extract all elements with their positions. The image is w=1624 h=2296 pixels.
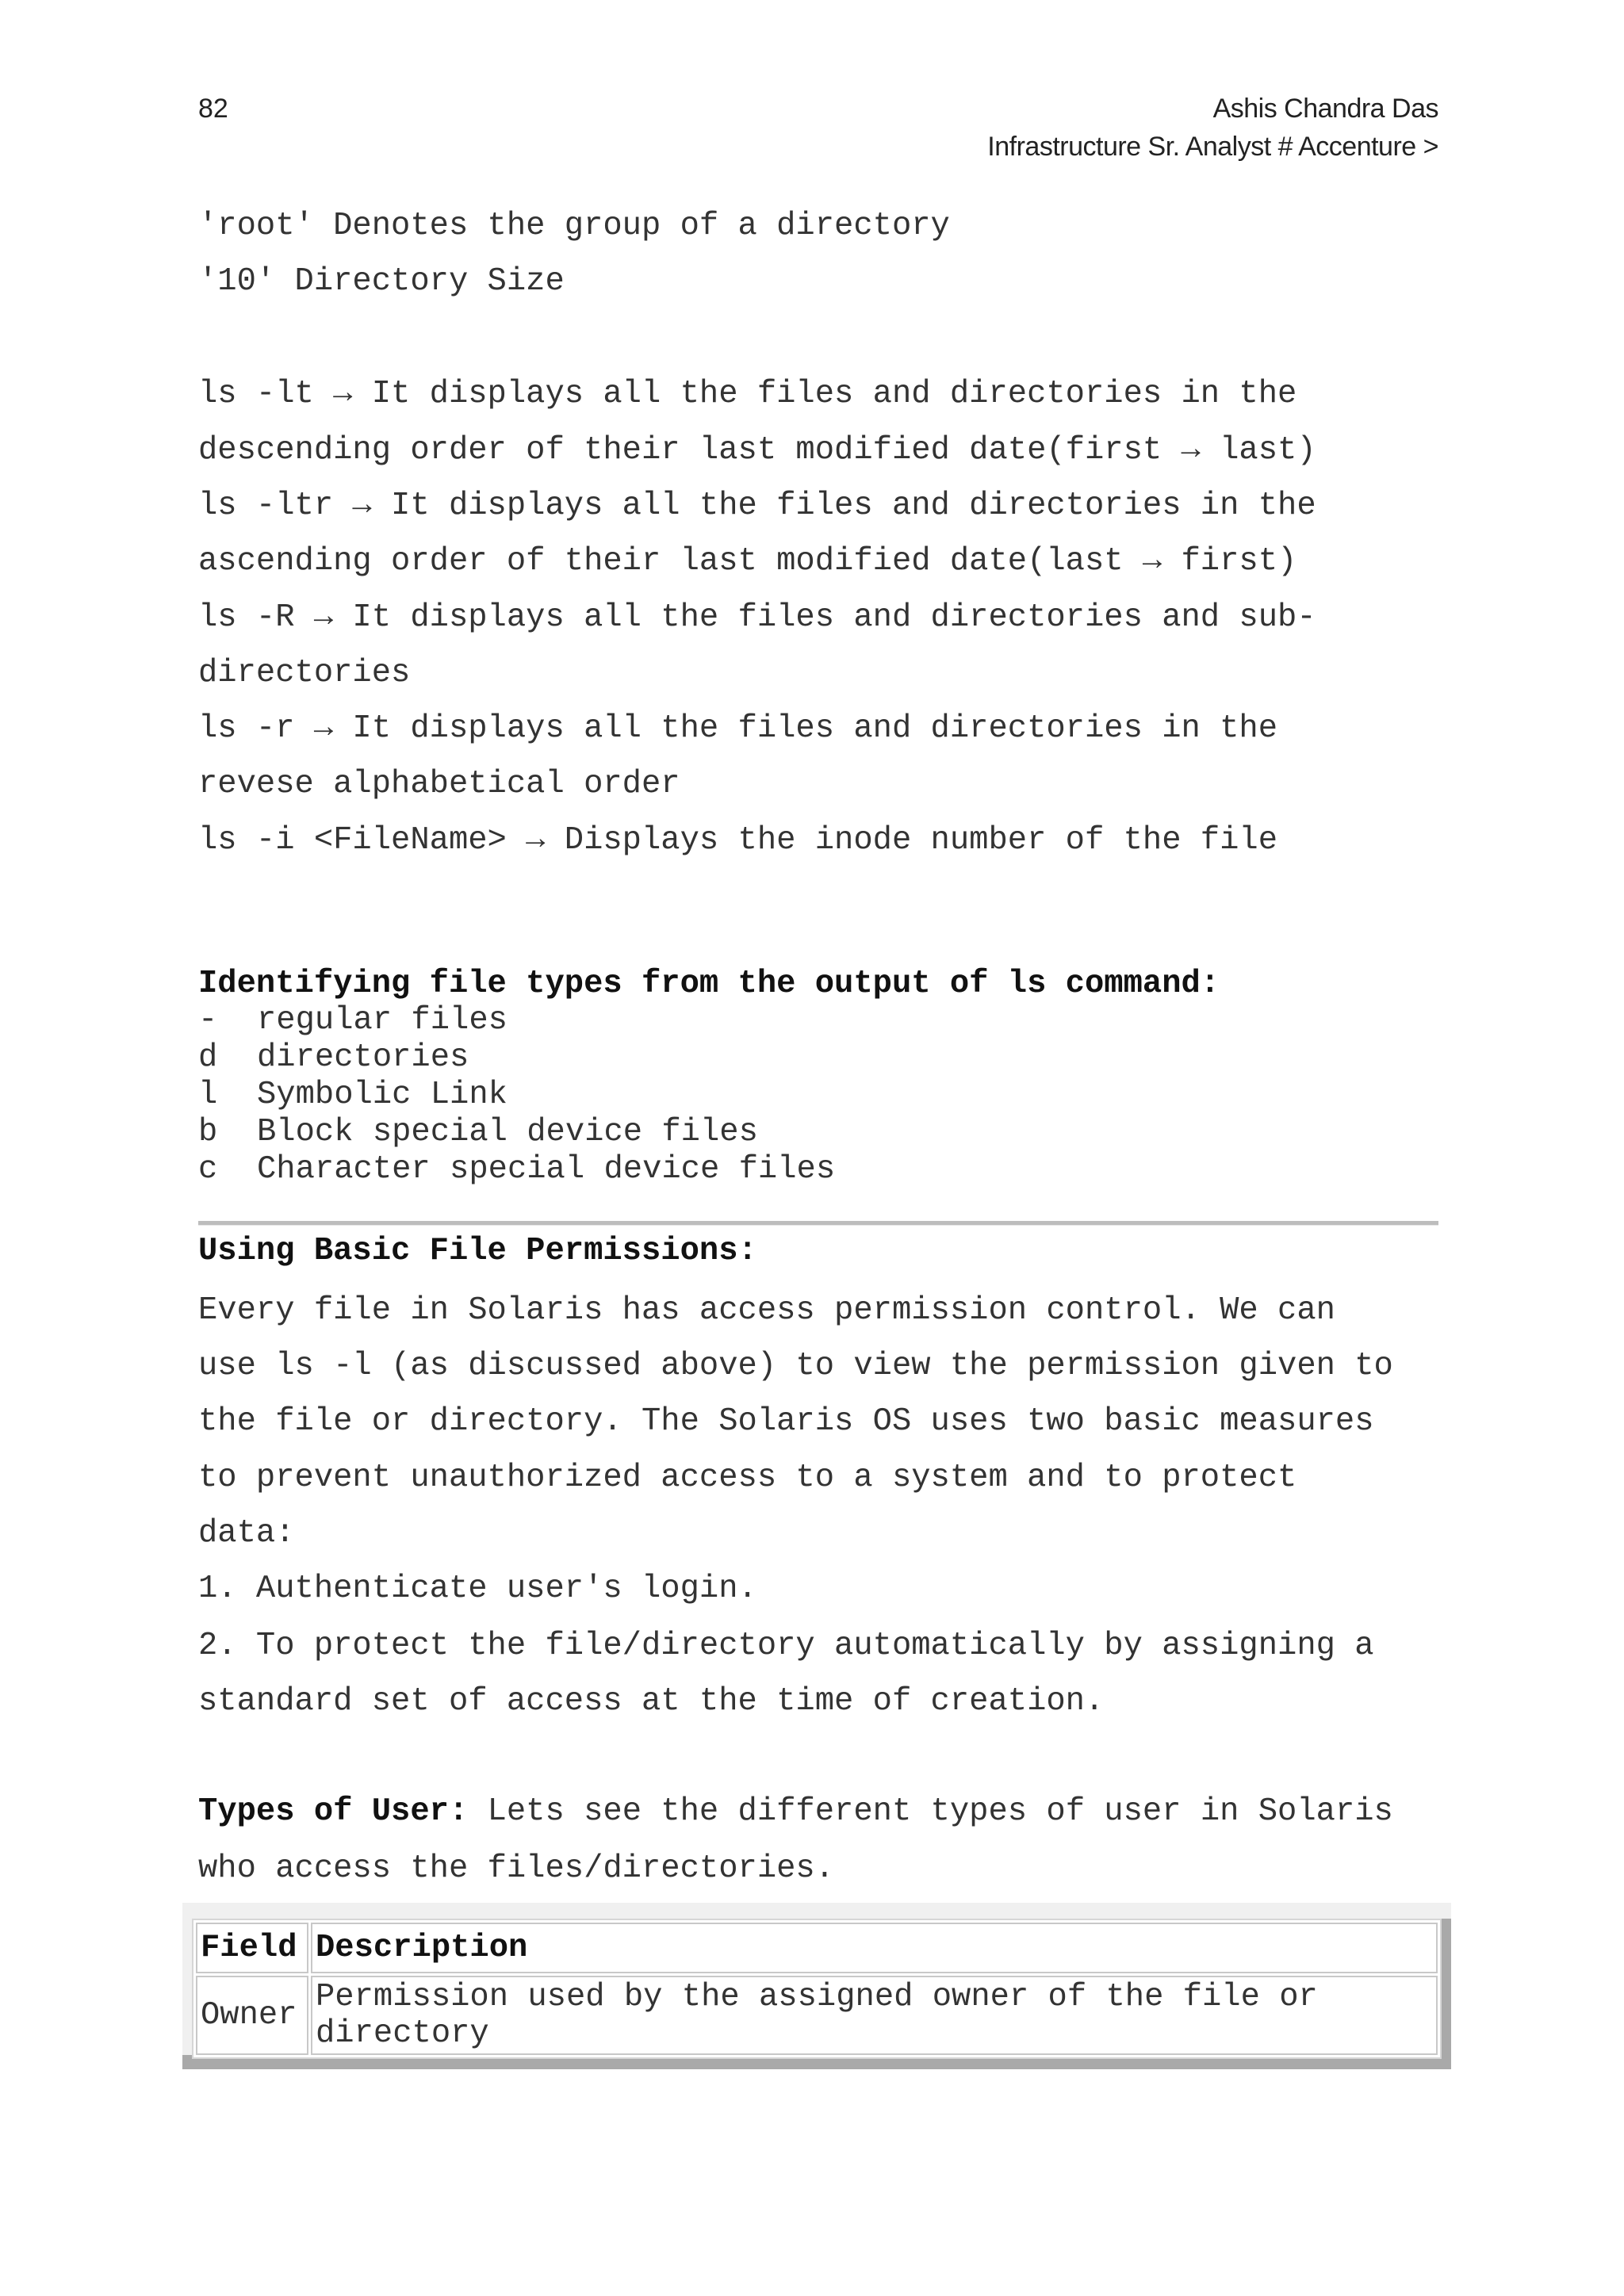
permissions-line: to prevent unauthorized access to a system and to protect (198, 1460, 1297, 1496)
ls-line: ls -i <FileName> → Displays the inode number of the file (198, 822, 1278, 859)
table-shadow-right (1442, 1919, 1451, 2069)
description-line: Permission used by the assigned owner of the file or (316, 1979, 1318, 2015)
table-header-row (196, 1923, 1438, 1973)
file-types-heading: Identifying file types from the output of ls command: (198, 966, 1220, 1002)
table-cell-description (311, 1976, 1438, 2055)
permissions-table (182, 1903, 1451, 2069)
user-types-label: Types of User: (198, 1793, 469, 1830)
file-type-item (198, 1114, 758, 1150)
file-type-code: c (198, 1151, 218, 1188)
user-types-text: Lets see the different types of user in Solaris (468, 1793, 1393, 1830)
file-type-item (198, 1002, 508, 1039)
permissions-line: 2. To protect the file/directory automatically by assigning a (198, 1628, 1374, 1664)
permissions-line: Every file in Solaris has access permission control. We can (198, 1292, 1335, 1329)
ls-line: ascending order of their last modified date(last → first) (198, 543, 1297, 580)
file-type-label: regular files (257, 1002, 508, 1039)
file-type-code: - (198, 1002, 218, 1039)
ls-line: ls -r → It displays all the files and directories in the (198, 710, 1278, 747)
permissions-line: data: (198, 1515, 295, 1552)
ls-line: revese alphabetical order (198, 766, 680, 802)
file-type-code: l (198, 1077, 218, 1113)
permissions-heading: Using Basic File Permissions: (198, 1233, 757, 1269)
file-type-label: Character special device files (257, 1151, 836, 1188)
ls-line: directories (198, 655, 411, 691)
file-type-item (198, 1039, 469, 1076)
file-type-item (198, 1077, 508, 1113)
section-divider (198, 1221, 1438, 1226)
file-type-label: Symbolic Link (257, 1077, 508, 1113)
table-row (196, 1976, 1438, 2055)
permissions-line: standard set of access at the time of creation. (198, 1683, 1105, 1720)
user-types-line-2: who access the files/directories. (198, 1850, 835, 1887)
table-header-description: Description (311, 1923, 1438, 1973)
file-type-code: b (198, 1114, 218, 1150)
user-types-line (198, 1793, 1393, 1830)
description-line: directory (316, 2015, 489, 2052)
file-type-label: directories (257, 1039, 469, 1076)
permissions-line: the file or directory. The Solaris OS uses two basic measures (198, 1403, 1374, 1440)
intro-line-size: '10' Directory Size (198, 263, 565, 300)
table-cell-field: Owner (196, 1976, 308, 2055)
header-role: Infrastructure Sr. Analyst # Accenture > (987, 132, 1438, 162)
file-type-item (198, 1151, 835, 1188)
ls-line: ls -R → It displays all the files and directories and sub- (198, 599, 1316, 636)
table-header-field: Field (196, 1923, 308, 1973)
ls-line: descending order of their last modified date(first → last) (198, 432, 1316, 469)
page-number: 82 (198, 94, 228, 124)
intro-line-root: 'root' Denotes the group of a directory (198, 208, 950, 244)
ls-line: ls -ltr → It displays all the files and directories in the (198, 488, 1316, 524)
file-type-label: Block special device files (257, 1114, 758, 1150)
file-type-code: d (198, 1039, 218, 1076)
ls-line: ls -lt → It displays all the files and directories in the (198, 376, 1297, 412)
permissions-line: use ls -l (as discussed above) to view the permission given to (198, 1348, 1393, 1384)
user-types-table (192, 1919, 1442, 2059)
permissions-line: 1. Authenticate user's login. (198, 1571, 757, 1607)
header-author: Ashis Chandra Das (1212, 94, 1438, 124)
